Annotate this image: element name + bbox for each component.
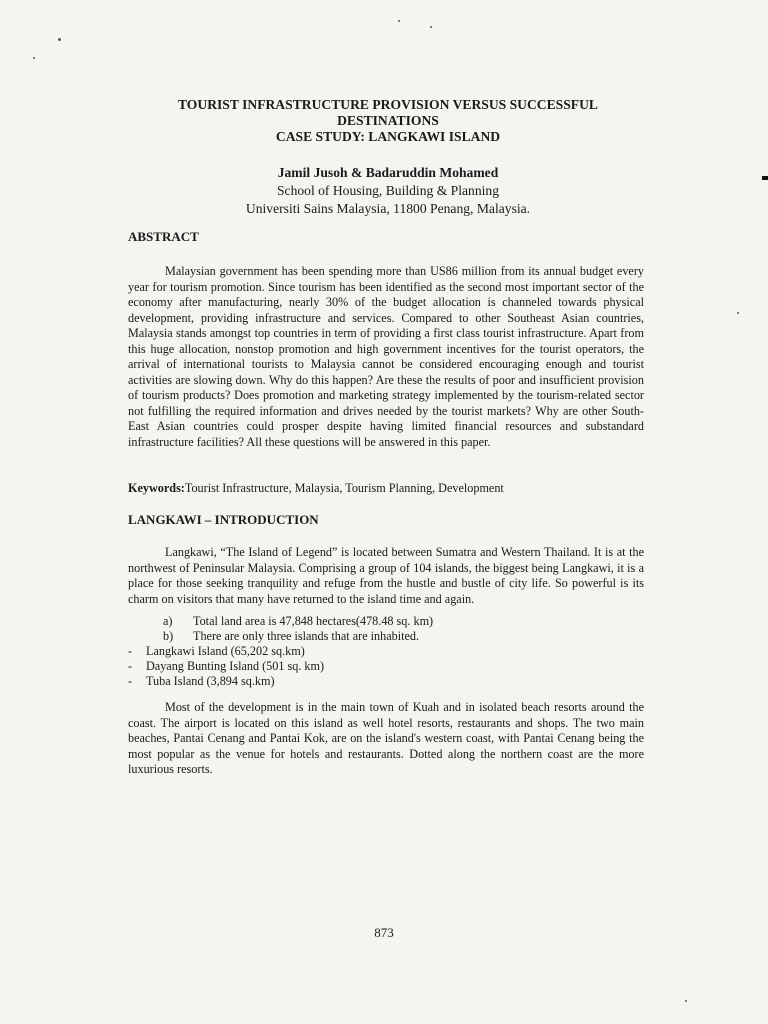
intro-paragraph: Most of the development is in the main town of Kuah and in isolated beach resorts around the coast. The airport is located on this island as well hotel resorts, restaurants and shops. The two main beaches, Pantai Cenang and Pantai Kok, are on the island's western coast, with Pantai Cenang being the most popular as the venue for hotels and restaurants. Dotted along the northern coast are the more luxurious resorts. [128, 700, 644, 776]
paper-title [128, 97, 648, 145]
page-number: 873 [374, 925, 394, 940]
scan-speck [685, 1000, 687, 1002]
scan-edge-mark [762, 176, 768, 180]
intro-heading: LANGKAWI – INTRODUCTION [128, 512, 319, 527]
list-item [163, 629, 419, 644]
affiliation-line: School of Housing, Building & Planning [276, 183, 500, 198]
scan-speck [58, 38, 61, 41]
title-line: TOURIST INFRASTRUCTURE PROVISION VERSUS SUCCESSFUL [177, 97, 598, 112]
author-block [128, 164, 648, 218]
scan-speck [430, 26, 432, 28]
island-text: Langkawi Island (65,202 sq.km) [146, 644, 305, 658]
abstract-heading: ABSTRACT [128, 229, 199, 244]
keywords-label: Keywords: [128, 481, 185, 495]
title-line: CASE STUDY: LANGKAWI ISLAND [275, 129, 501, 144]
keywords-line [128, 481, 644, 496]
list-item-text: There are only three islands that are inhabited. [193, 629, 420, 643]
list-marker: - [128, 659, 133, 673]
list-marker: - [128, 674, 133, 688]
scan-speck [737, 312, 739, 314]
scan-speck [398, 20, 400, 22]
title-line: DESTINATIONS [337, 113, 439, 128]
list-item [163, 614, 433, 629]
island-item [128, 674, 275, 689]
affiliation-line: Universiti Sains Malaysia, 11800 Penang, Malaysia. [245, 201, 531, 216]
keywords-text: Tourist Infrastructure, Malaysia, Tourism Planning, Development [184, 481, 504, 495]
island-item [128, 644, 305, 659]
list-marker: b) [163, 629, 174, 643]
author-names: Jamil Jusoh & Badaruddin Mohamed [277, 165, 499, 180]
island-text: Tuba Island (3,894 sq.km) [146, 674, 275, 688]
scan-speck [33, 57, 35, 59]
island-text: Dayang Bunting Island (501 sq. km) [146, 659, 325, 673]
list-item-text: Total land area is 47,848 hectares(478.48 sq. km) [193, 614, 434, 628]
abstract-text: Malaysian government has been spending more than US86 million from its annual budget every year for tourism promotion. Since tourism has been identified as the second most important sector of the economy after manufacturing, nearly 30% of the budget allocation is channeled towards physical development, providing infrastructure and services. Compared to other Southeast Asian countries, Malaysia stands amongst top countries in term of providing a first class tourist infrastructure. Apart from this huge allocation, nonstop promotion and high government incentives for the tourist operators, the arrival of international tourists to Malaysia cannot be considered encouraging enough and tourist activities are slowing down. Why do this happen? Are these the results of poor and insufficient provision of tourism products? Does promotion and marketing strategy implemented by the tourism-related sector not fulfilling the required information and drives needed by the tourist markets? Why are other South-East Asian countries could prosper despite having limited financial resources and substandard infrastructure facilities? All these questions will be answered in this paper. [128, 264, 644, 449]
island-item [128, 659, 324, 674]
intro-paragraph: Langkawi, “The Island of Legend” is located between Sumatra and Western Thailand. It is at the northwest of Peninsular Malaysia. Comprising a group of 104 islands, the biggest being Langkawi, it is a place for those seeking tranquility and refuge from the hustle and bustle of city life. So powerful is its charm on visitors that many have returned to the island time and again. [128, 545, 644, 606]
list-marker: - [128, 644, 133, 658]
list-marker: a) [163, 614, 173, 628]
